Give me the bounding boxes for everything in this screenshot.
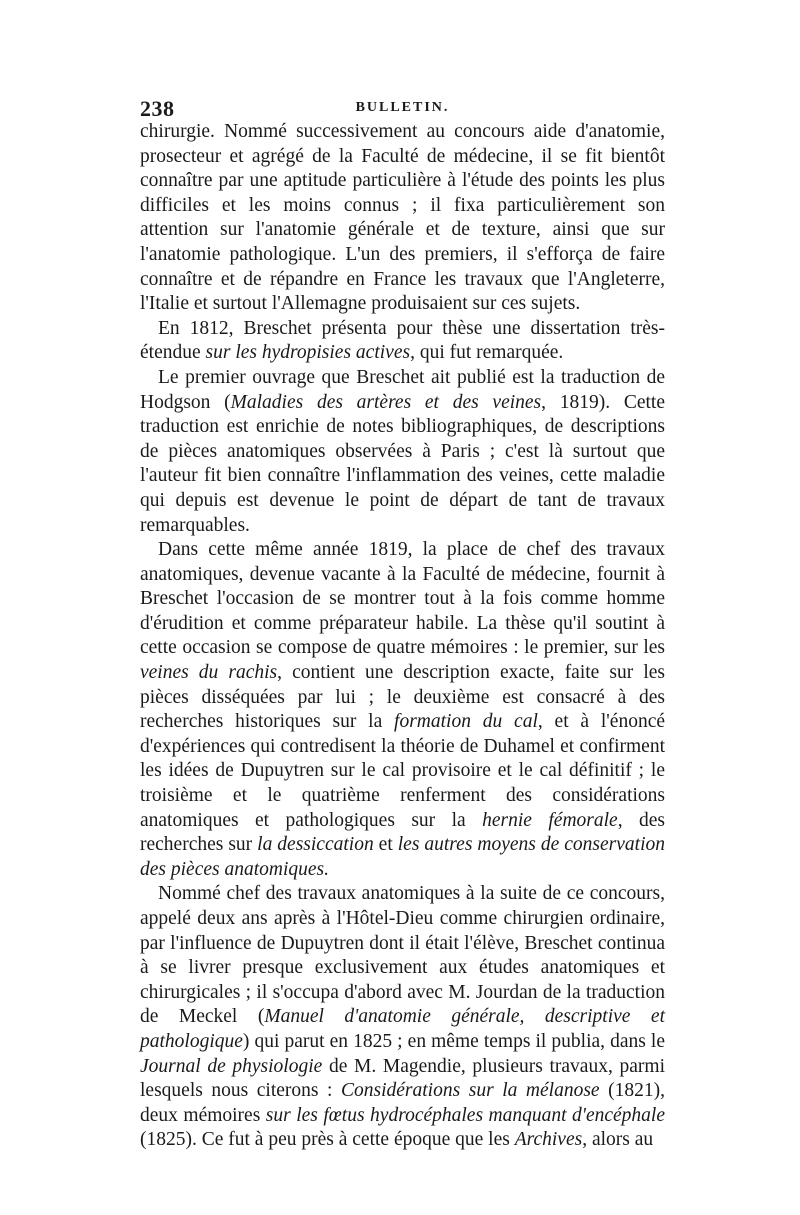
body-text-segment: (1825). Ce fut à peu près à cette époque que les — [140, 1129, 515, 1151]
body-text-segment: , contient une description exacte, faite sur les pièces disséquées par lui ; le deuxième est consacré à des recherches historiques sur la — [140, 662, 665, 733]
italic-title-text: sur les hydropisies actives — [205, 342, 411, 364]
paragraph — [140, 366, 665, 538]
italic-title-text: veines du rachis — [140, 662, 278, 684]
paragraph — [140, 120, 665, 317]
body-text-segment: (1821), deux mémoires — [140, 1080, 665, 1126]
italic-title-text: Manuel d'anatomie générale, descriptive et pathologique — [140, 1006, 666, 1052]
italic-title-text: la dessiccation — [257, 834, 374, 856]
body-text — [140, 120, 665, 1153]
body-text-segment: , qui fut remarquée. — [410, 342, 564, 364]
body-text-segment: , et à l'énoncé d'expériences qui contredisent la théorie de Duhamel et confirment les idées de Dupuytren sur le cal provisoire et le cal définitif ; le troisième et le quatrième renferment des considérations anatomiques et pathologiques sur la — [140, 711, 666, 831]
page-number: 238 — [140, 96, 175, 121]
paragraph — [140, 538, 665, 882]
body-text-segment: , 1819). Cette traduction est enrichie de notes bibliographiques, de descriptions de pièces anatomiques observées à Paris ; c'est là surtout que l'auteur fit bien connaître l'inflammation des veines, cette maladie qui depuis est devenue le point de départ de tant de travaux remarquables. — [140, 391, 665, 536]
italic-title-text: Archives — [514, 1129, 583, 1151]
italic-title-text: formation du cal — [394, 711, 538, 733]
italic-title-text: Maladies des artères et des veines — [230, 391, 542, 413]
page-header — [140, 96, 665, 120]
body-text-segment: Le premier ouvrage que Breschet ait publié est la traduction de Hodgson ( — [140, 366, 665, 413]
body-text-segment: chirurgie. Nommé successivement au concours aide d'anatomie, prosecteur et agrégé de la Faculté de médecine, il se fit bientôt connaître par une aptitude particulière à l'étude des points les plus difficiles et les moins connus ; il fixa particulièrement son attention sur l'anatomie générale et de texture, ainsi que sur l'anatomie pathologique. L'un des premiers, il s'efforça de faire connaître et de répandre en France les travaux que l'Angleterre, l'Italie et surtout l'Allemagne produisaient sur ces sujets. — [140, 121, 665, 315]
italic-title-text: les autres moyens de conservation des pièces anatomiques. — [140, 834, 665, 880]
body-text-segment: Dans cette même année 1819, la place de chef des travaux anatomiques, devenue vacante à la Faculté de médecine, fournit à Breschet l'occasion de se montrer tout à la fois comme homme d'érudition et comme préparateur habile. La thèse qu'il soutint à cette occasion se compose de quatre mémoires : le premier, sur les — [140, 539, 665, 659]
body-text-segment: et — [373, 834, 398, 856]
paragraph — [140, 317, 665, 366]
italic-title-text: Considérations sur la mélanose — [341, 1080, 600, 1102]
italic-title-text: hernie fémorale — [482, 809, 618, 831]
paragraph — [140, 882, 665, 1153]
running-title: BULLETIN. — [355, 100, 450, 115]
italic-title-text: sur les fœtus hydrocéphales manquant d'encéphale — [265, 1104, 665, 1126]
body-text-segment: Nommé chef des travaux anatomiques à la suite de ce concours, appelé deux ans après à l'Hôtel-Dieu comme chirurgien ordinaire, par l'influence de Dupuytren dont il était l'élève, Breschet continua à se livrer presque exclusivement aux études anatomiques et chirurgicales ; il s'occupa d'abord avec M. Jourdan de la traduction de Meckel ( — [140, 883, 665, 1028]
body-text-segment: En 1812, Breschet présenta pour thèse une dissertation très-étendue — [140, 317, 665, 364]
body-text-segment: , alors au — [582, 1129, 654, 1151]
body-text-segment: de M. Magendie, plusieurs travaux, parmi lesquels nous citerons : — [140, 1055, 665, 1102]
body-text-segment: , des recherches sur — [140, 809, 666, 856]
italic-title-text: Journal de physiologie — [140, 1055, 323, 1077]
body-text-segment: ) qui parut en 1825 ; en même temps il publia, dans le — [242, 1030, 665, 1052]
